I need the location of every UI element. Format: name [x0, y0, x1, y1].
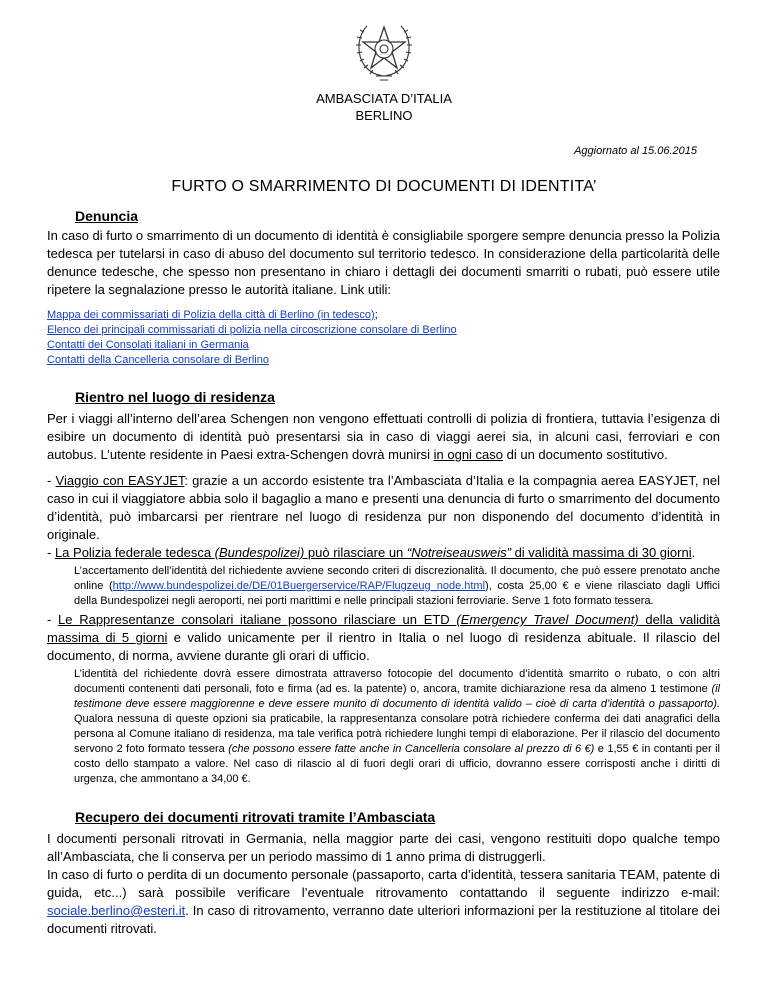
easyjet-label: Viaggio con EASYJET	[55, 473, 185, 488]
link-police-list[interactable]: Elenco dei principali commissariati di polizia nella circoscrizione consolare di Berlino	[47, 324, 457, 336]
bundespolizei-paragraph: - La Polizia federale tedesca (Bundespolizei) può rilasciare un “Notreiseausweis” di validità massima di 30 giorni.	[47, 545, 696, 560]
main-content	[47, 207, 720, 938]
email-link[interactable]: sociale.berlino@esteri.it	[47, 903, 186, 918]
etd-paragraph: - Le Rappresentanze consolari italiane possono rilasciare un ETD (Emergency Travel Document) della validità massima di 5 giorni e valido unicamente per il rientro in Italia o nel luogo di residenza abituale. Il rilascio del documento, di norma, avviene durante gli orari di ufficio.	[47, 612, 720, 663]
link-separator: ;	[374, 309, 378, 321]
useful-links	[47, 308, 720, 368]
embassy-name: AMBASCIATA D’ITALIA	[316, 91, 452, 106]
etd-details: L’identità del richiedente dovrà essere dimostrata attraverso fotocopie del documento d’identità smarrito o rubato, o con altri documenti contenenti dati personali, foto e firma (ad es. la patente) o, ancora, tramite dichiarazione resa da almeno 1 testimone (il testimone deve essere maggiorenne e deve essere munito di documento di identità valido – cioè di carta d’identità o passaporto). Qualora nessuna di queste opzioni sia praticabile, la rappresentanza consolare potrà richiedere conferma dei dati anagrafici della persona al Comune italiano di residenza, ma tale verifica potrà richiedere lunghi tempi di elaborazione. Per il rilascio del documento servono 2 foto formato tessera (che possono essere fatte anche in Cancelleria consolare al prezzo di 6 €) e 1,55 € in contanti per il costo dello stampato a valore. Nel caso di rilascio al di fuori degli orari di ufficio, dovranno essere corrisposti anche i diritti di urgenza, che ammontano a 34,00 €.	[74, 668, 720, 785]
embassy-header	[0, 90, 768, 124]
recupero-text-1: I documenti personali ritrovati in Germania, nella maggior parte dei casi, vengono restituiti dopo qualche tempo all’Ambasciata, che li conserva per un periodo massimo di 1 anno prima di distruggerli.	[47, 831, 720, 864]
bundespolizei-details: L’accertamento dell’identità del richiedente avviene secondo criteri di discrezionalità. Il documento, che può essere prenotato anche online (http://www.bundespolizei.de/DE/01Buergerservice/RAP/Flugzeug_node.html), costa 25,00 € e viene rilasciato dagli Uffici della Bundespolizei negli aeroporti, nei porti marittimi e nelle principali stazioni ferroviarie. Serve 1 foto formato tessera.	[74, 565, 720, 607]
section-heading-denuncia: Denuncia	[75, 208, 139, 224]
easyjet-paragraph: - Viaggio con EASYJET: grazie a un accordo esistente tra l’Ambasciata d’Italia e la compagnia aerea EASYJET, nel caso in cui il viaggiatore abbia solo il bagaglio a mano e presenti una denuncia di furto o smarrimento del documento d’identità, può imbarcarsi per rientrare nel luogo di residenza pur non disponendo del documento d’identità in originale.	[47, 473, 721, 542]
section-heading-recupero: Recupero dei documenti ritrovati tramite l’Ambasciata	[75, 809, 436, 825]
embassy-city: BERLINO	[355, 108, 413, 123]
section-heading-rientro: Rientro nel luogo di residenza	[75, 389, 275, 405]
denuncia-text: In caso di furto o smarrimento di un documento di identità è consigliabile sporgere sempre denuncia presso la Polizia tedesca per tutelarsi in caso di abuso del documento sul territorio tedesco. In considerazione della particolarità delle denunce tedesche, che spesso non presentano in chiaro i dettagli dei documenti smarriti o rubati, può essere utile ripetere la segnalazione presso le autorità italiane. Link utili:	[47, 228, 720, 297]
link-chancery[interactable]: Contatti della Cancelleria consolare di Berlino	[47, 354, 269, 366]
bundespolizei-link[interactable]: http://www.bundespolizei.de/DE/01Buergerservice/RAP/Flugzeug_node.html	[112, 580, 486, 592]
link-police-map[interactable]: Mappa dei commissariati di Polizia della città di Berlino (in tedesco)	[47, 309, 375, 321]
recupero-text-2: In caso di furto o perdita di un documento personale (passaporto, carta d’identità, tessera sanitaria TEAM, patente di guida, etc...) sarà possibile verificare l’eventuale ritrovamento contattando il seguente indirizzo e-mail: sociale.berlino@esteri.it. In caso di ritrovamento, verranno date ulteriori informazioni per la restituzione al titolare dei documenti ritrovati.	[47, 867, 720, 936]
page-title: FURTO O SMARRIMENTO DI DOCUMENTI DI IDENTITA’	[171, 178, 597, 195]
updated-date: Aggiornato al 15.06.2015	[574, 145, 697, 157]
rientro-intro: Per i viaggi all’interno dell’area Schengen non vengono effettuati controlli di polizia di frontiera, tuttavia l’esigenza di esibire un documento di identità può presentarsi sia in caso di viaggi aerei sia, in alcuni casi, ferroviari e con autobus. L’utente residente in Paesi extra-Schengen dovrà munirsi in ogni caso di un documento sostitutivo.	[47, 411, 720, 462]
italian-republic-emblem-icon	[354, 18, 414, 86]
link-consulates[interactable]: Contatti dei Consolati italiani in Germania	[47, 339, 249, 351]
